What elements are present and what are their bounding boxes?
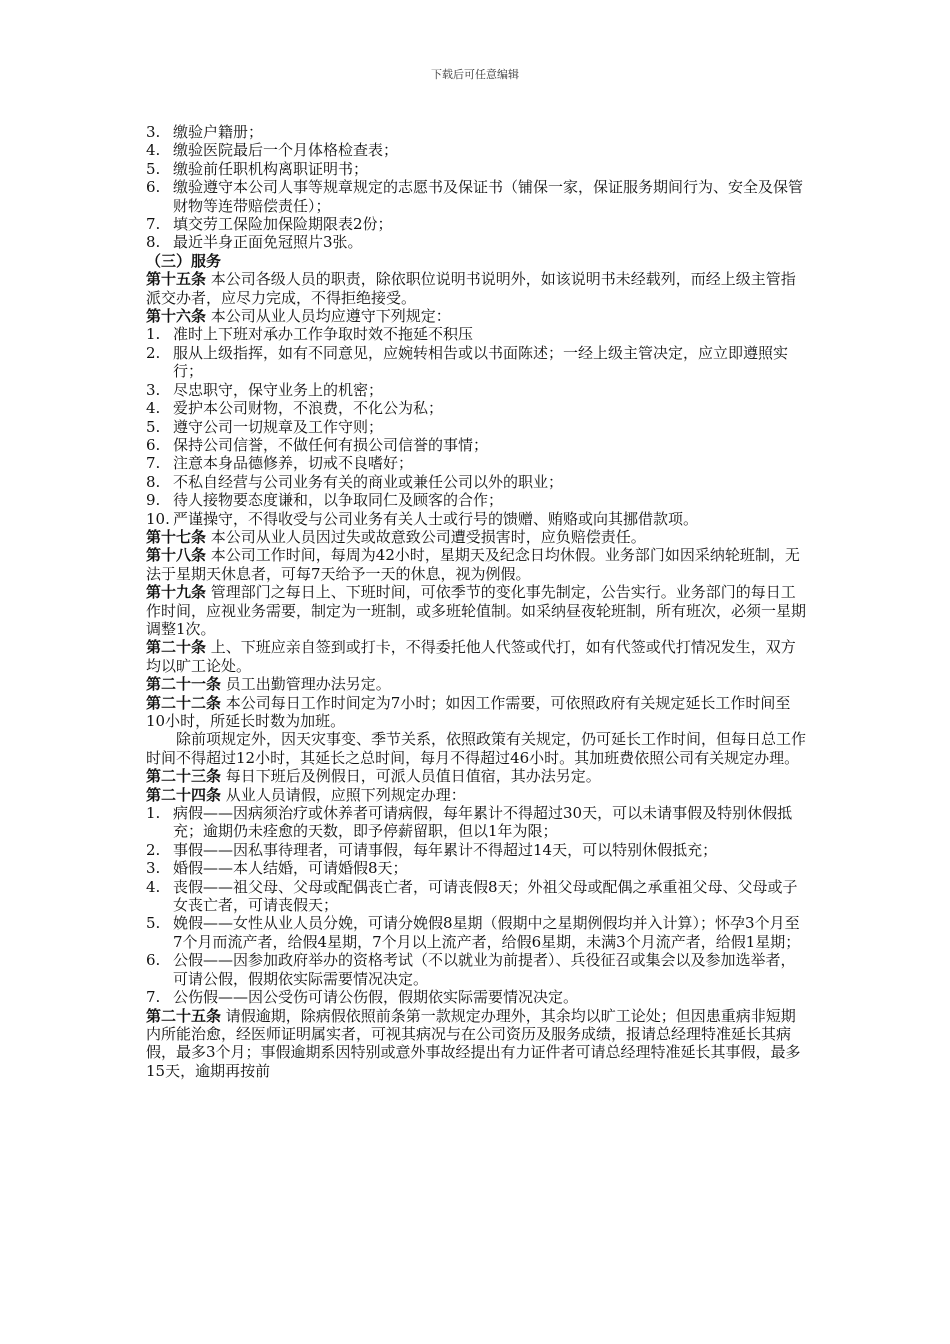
article-20: 第二十条 上、下班应亲自签到或打卡，不得委托他人代签或代打，如有代签或代打情况发生，双方均以旷工论处。 xyxy=(146,638,796,675)
page-header: 下载后可任意编辑 xyxy=(431,68,519,81)
article-24: 第二十四条 从业人员请假，应照下列规定办理： xyxy=(146,785,466,804)
article-21: 第二十一条 员工出勤管理办法另定。 xyxy=(146,675,391,694)
list-item: 2. 服从上级指挥，如有不同意见，应婉转相告或以书面陈述；一经上级主管决定，应立即遵照实行； xyxy=(146,343,789,381)
list-item: 3. 尽忠职守，保守业务上的机密； xyxy=(146,380,384,399)
list-item: 6. 保持公司信誉，不做任何有损公司信誉的事情； xyxy=(146,435,489,454)
list-item: 9. 待人接物要态度谦和，以争取同仁及顾客的合作； xyxy=(146,491,504,510)
list-item: 8. 不私自经营与公司业务有关的商业或兼任公司以外的职业； xyxy=(146,472,564,491)
list-item: 6. 公假——因参加政府举办的资格考试（不以就业为前提者）、兵役征召或集会以及参加选举者，可请公假，假期依实际需要情况决定。 xyxy=(146,951,796,988)
rules-list xyxy=(146,325,806,527)
list-item: 10. 严谨操守，不得收受与公司业务有关人士或行号的馈赠、贿赂或向其挪借款项。 xyxy=(146,509,699,528)
article-16: 第十六条 本公司从业人员均应遵守下列规定： xyxy=(146,307,451,326)
document-body xyxy=(146,123,806,1080)
list-item: 4. 爱护本公司财物，不浪费，不化公为私； xyxy=(146,399,444,418)
list-item: 4. 缴验医院最后一个月体格检查表； xyxy=(146,141,399,160)
list-item: 7. 注意本身品德修养，切戒不良嗜好； xyxy=(146,454,414,473)
leave-list xyxy=(146,804,806,1006)
article-25: 第二十五条 请假逾期，除病假依照前条第一款规定办理外，其余均以旷工论处；但因患重病非短期内所能治愈，经医师证明属实者，可视其病况与在公司资历及服务成绩，报请总经理特准延长其病假，最多3个月；事假逾期系因特别或意外事故经提出有力证件者可请总经理特准延长其事假，最多15天，逾期再按前 xyxy=(146,1006,801,1080)
article-19: 第十九条 管理部门之每日上、下班时间，可依季节的变化事先制定，公告实行。业务部门的每日工作时间，应视业务需要，制定为一班制，或多班轮值制。如采纳昼夜轮班制，所有班次，必须一星期调整1次。 xyxy=(146,583,807,638)
list-item: 1. 准时上下班对承办工作争取时效不拖延不积压 xyxy=(146,325,474,344)
list-item: 3. 婚假——本人结婚，可请婚假8天； xyxy=(146,859,408,878)
article-22-paragraph-2: 除前项规定外，因天灾事变、季节关系，依照政策有关规定，仍可延长工作时间，但每日总工作时间不得超过12小时，其延长之总时间，每月不得超过46小时。其加班费依照公司有关规定办理。 xyxy=(146,730,807,767)
article-17: 第十七条 本公司从业人员因过失或故意致公司遭受损害时，应负赔偿责任。 xyxy=(146,527,646,546)
list-item: 7. 填交劳工保险加保险期限表2份； xyxy=(146,215,393,234)
list-item: 8. 最近半身正面免冠照片3张。 xyxy=(146,233,363,252)
list-item: 6. 缴验遵守本公司人事等规章规定的志愿书及保证书（铺保一家，保证服务期间行为、安全及保管财物等连带赔偿责任）； xyxy=(146,178,804,215)
requirements-list xyxy=(146,123,806,252)
article-18: 第十八条 本公司工作时间，每周为42小时，星期天及纪念日均休假。业务部门如因采纳轮班制，无法于星期天休息者，可每7天给予一天的休息，视为例假。 xyxy=(146,546,800,583)
list-item: 5. 缴验前任职机构离职证明书； xyxy=(146,159,369,178)
article-23: 第二十三条 每日下班后及例假日，可派人员值日值宿，其办法另定。 xyxy=(146,767,601,786)
list-item: 2. 事假——因私事待理者，可请事假，每年累计不得超过14天，可以特别休假抵充； xyxy=(146,840,718,859)
list-item: 7. 公伤假——因公受伤可请公伤假，假期依实际需要情况决定。 xyxy=(146,988,579,1007)
article-22: 第二十二条 本公司每日工作时间定为7小时；如因工作需要，可依照政府有关规定延长工作时间至10小时，所延长时数为加班。 xyxy=(146,693,791,730)
list-item: 5. 遵守公司一切规章及工作守则； xyxy=(146,417,384,436)
article-15: 第十五条 本公司各级人员的职责，除依职位说明书说明外，如该说明书未经载列，而经上级主管指派交办者，应尽力完成，不得拒绝接受。 xyxy=(146,270,796,307)
list-item: 4. 丧假——祖父母、父母或配偶丧亡者，可请丧假8天；外祖父母或配偶之承重祖父母、父母或子女丧亡者，可请丧假天； xyxy=(146,877,798,915)
list-item: 1. 病假——因病须治疗或休养者可请病假，每年累计不得超过30天，可以未请事假及特别休假抵充；逾期仍未痊愈的天数，即予停薪留职，但以1年为限； xyxy=(146,804,793,841)
list-item: 5. 娩假——女性从业人员分娩，可请分娩假8星期（假期中之星期例假均并入计算）；怀孕3个月至7个月而流产者，给假4星期，7个月以上流产者，给假6星期，未满3个月流产者，给假1星期； xyxy=(146,914,801,951)
list-item: 3. 缴验户籍册； xyxy=(146,123,264,141)
section-heading: （三）服务 xyxy=(146,251,222,270)
